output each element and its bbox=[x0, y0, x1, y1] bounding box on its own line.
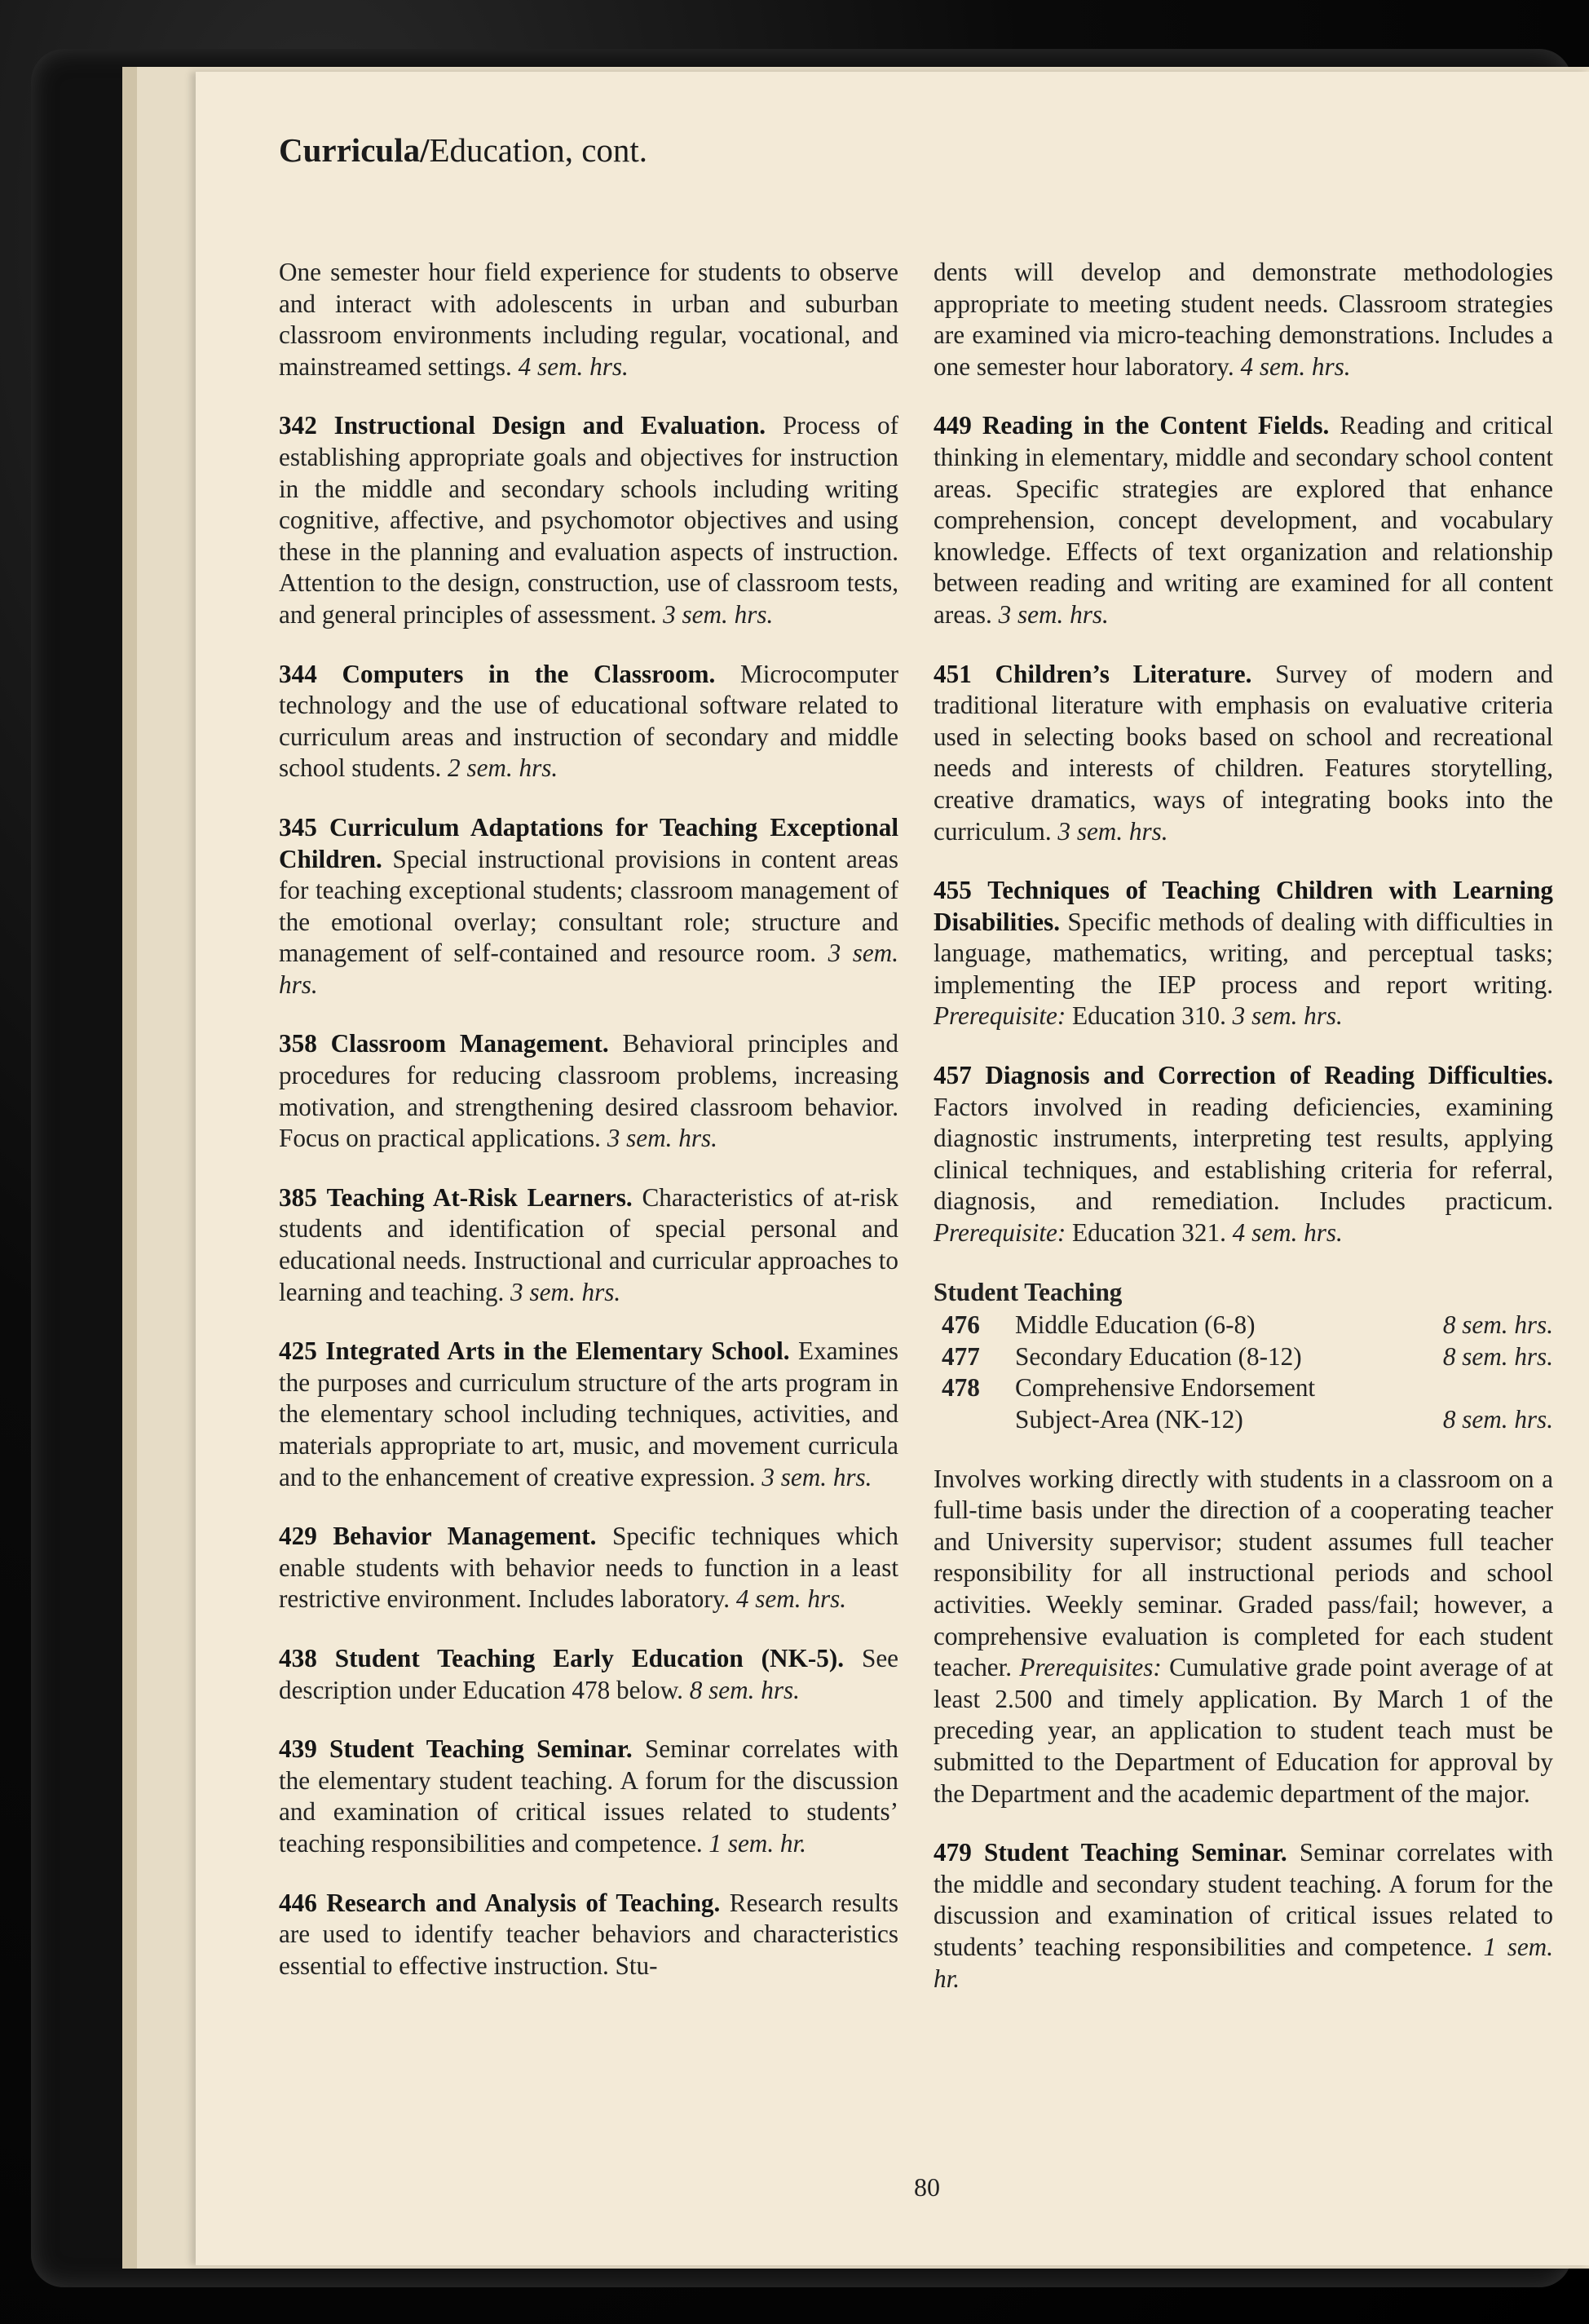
course-entry: 429 Behavior Management. Specific techniques which enable students with behavior needs to function in a least restrictive environment. Includes laboratory. 4 sem. hrs. bbox=[279, 1522, 898, 1614]
course-entry: 439 Student Teaching Seminar. Seminar correlates with the elementary student teaching. A forum for the discussion and examination of critical issues related to students’ teaching responsibilities and competence. 1 sem. hr. bbox=[279, 1734, 898, 1858]
header-subsection: Education, cont. bbox=[429, 131, 648, 169]
table-row: Subject-Area (NK-12) 8 sem. hrs. bbox=[1015, 1405, 1553, 1434]
course-entry: 385 Teaching At-Risk Learners. Characteristics of at-risk students and identification of special personal and educational needs. Instructional and curricular approaches to learning and teaching. 3 sem. hrs. bbox=[279, 1182, 899, 1306]
table-row: 477 Secondary Education (8-12) 8 sem. hrs. bbox=[942, 1341, 1553, 1371]
course-entry: 345 Curriculum Adaptations for Teaching Exceptional Children. Special instructional provisions in content areas for teaching exceptional students; classroom management of the emotional overlay; consultant role; structure and management of self-contained and resource room. 3 sem. hrs. bbox=[279, 812, 899, 999]
table-row: 476 Middle Education (6-8) 8 sem. hrs. bbox=[942, 1310, 1553, 1340]
course-entry: 455 Techniques of Teaching Children with Learning Disabilities. Specific methods of dealing with difficulties in language, mathematics, writing, and perceptual tasks; implementing the IEP process and report writing. Prerequisite: Education 310. 3 sem. hrs. bbox=[934, 876, 1554, 1031]
left-column bbox=[279, 257, 898, 2009]
header-section: Curricula/ bbox=[279, 131, 430, 169]
student-teaching-description: Involves working directly with students in a classroom on a full-time basis under the direction of a cooperating teacher and University supervisor; student assumes full teacher responsibility for all instructional periods and school activities. Weekly seminar. Graded pass/fail; however, a comprehensive evaluation is completed for each student teacher. Prerequisites: Cumulative grade point average of at least 2.500 and timely application. By March 1 of the preceding year, an application to student teach must be submitted to the Department of Education for approval by the Department and the academic department of the major. bbox=[934, 1464, 1553, 1808]
page-number: 80 bbox=[914, 2172, 940, 2202]
course-entry: dents will develop and demonstrate methodologies appropriate to meeting student needs. Classroom strategies are examined via micro-teaching demonstrations. Includes a one semester hour laboratory. 4 sem. hrs. bbox=[934, 258, 1553, 381]
course-entry: 344 Computers in the Classroom. Microcomputer technology and the use of educational software related to curriculum areas and instruction of secondary and middle school students. 2 sem. hrs. bbox=[279, 659, 899, 783]
course-entry: 457 Diagnosis and Correction of Reading Difficulties. Factors involved in reading deficiencies, examining diagnostic instruments, interpreting test results, applying clinical techniques, and establishing criteria for referral, diagnosis, and remediation. Includes practicum. Prerequisite: Education 321. 4 sem. hrs. bbox=[934, 1061, 1554, 1248]
course-entry: 479 Student Teaching Seminar. Seminar correlates with the middle and secondary student teaching. A forum for the discussion and examination of critical issues related to students’ teaching responsibilities and competence. 1 sem. hr. bbox=[934, 1838, 1553, 1993]
course-entry: 425 Integrated Arts in the Elementary School. Examines the purposes and curriculum structure of the arts program in the elementary school including techniques, activities, and materials appropriate to art, music, and movement curricula and to the enhancement of creative expression. 3 sem. hrs. bbox=[279, 1337, 899, 1491]
course-entry: 446 Research and Analysis of Teaching. Research results are used to identify teacher behaviors and characteristics essential to effective instruction. Stu- bbox=[279, 1888, 898, 1980]
course-entry: 438 Student Teaching Early Education (NK-5). See description under Education 478 below. 8 sem. hrs. bbox=[279, 1643, 899, 1704]
course-entry: 358 Classroom Management. Behavioral principles and procedures for reducing classroom problems, increasing motivation, and strengthening desired classroom behavior. Focus on practical applications. 3 sem. hrs. bbox=[279, 1029, 898, 1153]
page-header bbox=[279, 130, 647, 170]
student-teaching-table bbox=[934, 1310, 1553, 1435]
course-entry: 449 Reading in the Content Fields. Reading and critical thinking in elementary, middle and secondary school content areas. Specific strategies are explored that enhance comprehension, concept development, and vocabulary knowledge. Effects of text organization and relationship between reading and writing are examined for all content areas. 3 sem. hrs. bbox=[934, 411, 1553, 629]
student-teaching-heading: Student Teaching bbox=[934, 1277, 1123, 1306]
course-entry: One semester hour field experience for students to observe and interact with adolescents in urban and suburban classroom environments including regular, vocational, and mainstreamed settings. 4 sem. hrs. bbox=[279, 258, 898, 381]
right-column bbox=[934, 257, 1553, 2022]
course-entry: 342 Instructional Design and Evaluation. Process of establishing appropriate goals and objectives for instruction in the middle and secondary schools including writing cognitive, affective, and psychomotor objectives and using these in the planning and evaluation aspects of instruction. Attention to the design, construction, use of classroom tests, and general principles of assessment. 3 sem. hrs. bbox=[279, 411, 899, 629]
course-entry: 451 Children’s Literature. Survey of modern and traditional literature with emphasis on evaluative criteria used in selecting books based on school and recreational needs and interests of children. Features storytelling, creative dramatics, ways of integrating books into the curriculum. 3 sem. hrs. bbox=[934, 659, 1554, 846]
table-row: 478 Comprehensive Endorsement bbox=[942, 1373, 1316, 1403]
